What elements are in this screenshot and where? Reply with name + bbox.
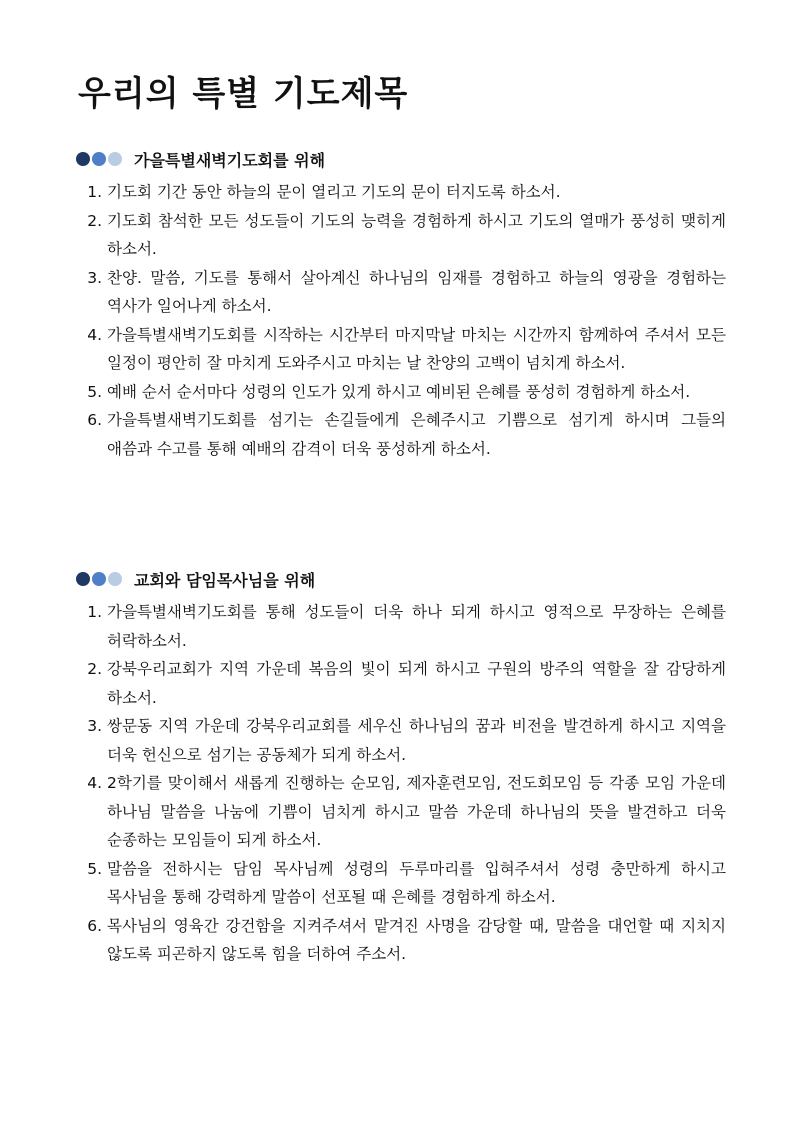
item-text: 2학기를 맞이해서 새롭게 진행하는 순모임, 제자훈련모임, 전도회모임 등 각종 모임 가운데 하나님 말씀을 나눔에 기쁨이 넘치게 하시고 말씀 가운데 하나님의 뜻을 발견하고 더욱 순종하는 모임들이 되게 하소서. [107, 774, 726, 849]
dot-mid-icon [92, 152, 106, 166]
list-item [76, 769, 726, 855]
list-item [76, 378, 726, 407]
item-number: 5. [87, 382, 102, 401]
item-number: 1. [87, 603, 102, 621]
section-heading-row [76, 146, 726, 172]
list-item [76, 912, 726, 969]
item-text: 찬양. 말씀, 기도를 통해서 살아계신 하나님의 임재를 경험하고 하늘의 영광을 경험하는 역사가 일어나게 하소서. [107, 268, 726, 315]
page-title: 우리의 특별 기도제목 [78, 74, 409, 114]
section-heading: 가을특별새벽기도회를 위해 [134, 150, 326, 170]
dot-light-icon [108, 152, 122, 166]
prayer-list [76, 178, 726, 463]
item-number: 2. [87, 211, 102, 230]
item-text: 기도회 기간 동안 하늘의 문이 열리고 기도의 문이 터지도록 하소서. [107, 183, 561, 201]
section-autumn-dawn-prayer [76, 146, 726, 463]
list-item [76, 207, 726, 264]
item-text: 기도회 참석한 모든 성도들이 기도의 능력을 경험하게 하시고 기도의 열매가 풍성히 맺히게 하소서. [107, 211, 726, 258]
dot-light-icon [108, 572, 122, 586]
item-text: 가을특별새벽기도회를 시작하는 시간부터 마지막날 마치는 시간까지 함께하여 주셔서 모든 일정이 평안히 잘 마치게 도와주시고 마치는 날 찬양의 고백이 넘치게 하소서. [107, 325, 726, 372]
item-text: 예배 순서 순서마다 성령의 인도가 있게 하시고 예비된 은혜를 풍성히 경험하게 하소서. [107, 382, 691, 401]
item-number: 6. [87, 411, 102, 429]
dot-dark-icon [76, 572, 90, 586]
list-item [76, 406, 726, 463]
item-number: 3. [87, 717, 102, 735]
item-text: 강북우리교회가 지역 가운데 복음의 빛이 되게 하시고 구원의 방주의 역할을 잘 감당하게 하소서. [107, 660, 726, 707]
item-text: 말씀을 전하시는 담임 목사님께 성령의 두루마리를 입혀주셔서 성령 충만하게 하시고 목사님을 통해 강력하게 말씀이 선포될 때 은혜를 경험하게 하소서. [107, 859, 726, 906]
bullet-dots-icon [76, 152, 124, 166]
list-item [76, 855, 726, 912]
item-number: 1. [87, 183, 102, 201]
bullet-dots-icon [76, 572, 124, 586]
item-number: 4. [87, 774, 102, 792]
item-text: 쌍문동 지역 가운데 강북우리교회를 세우신 하나님의 꿈과 비전을 발견하게 하시고 지역을 더욱 헌신으로 섬기는 공동체가 되게 하소서. [107, 717, 726, 764]
prayer-list [76, 598, 726, 969]
list-item [76, 655, 726, 712]
item-text: 가을특별새벽기도회를 섬기는 손길들에게 은혜주시고 기쁨으로 섬기게 하시며 그들의 애씀과 수고를 통해 예배의 감격이 더욱 풍성하게 하소서. [107, 411, 726, 458]
dot-dark-icon [76, 152, 90, 166]
list-item [76, 264, 726, 321]
section-church-and-pastor [76, 566, 726, 969]
list-item [76, 712, 726, 769]
item-number: 4. [87, 325, 102, 344]
list-item [76, 321, 726, 378]
item-number: 2. [87, 660, 102, 678]
item-number: 5. [87, 859, 102, 878]
list-item [76, 178, 726, 207]
section-heading-row [76, 566, 726, 592]
item-number: 3. [87, 268, 102, 287]
item-text: 목사님의 영육간 강건함을 지켜주셔서 맡겨진 사명을 감당할 때, 말씀을 대언할 때 지치지 않도록 피곤하지 않도록 힘을 더하여 주소서. [107, 916, 726, 963]
list-item [76, 598, 726, 655]
section-heading: 교회와 담임목사님을 위해 [134, 570, 316, 590]
item-text: 가을특별새벽기도회를 통해 성도들이 더욱 하나 되게 하시고 영적으로 무장하는 은혜를 허락하소서. [107, 603, 726, 650]
item-number: 6. [87, 916, 102, 935]
dot-mid-icon [92, 572, 106, 586]
